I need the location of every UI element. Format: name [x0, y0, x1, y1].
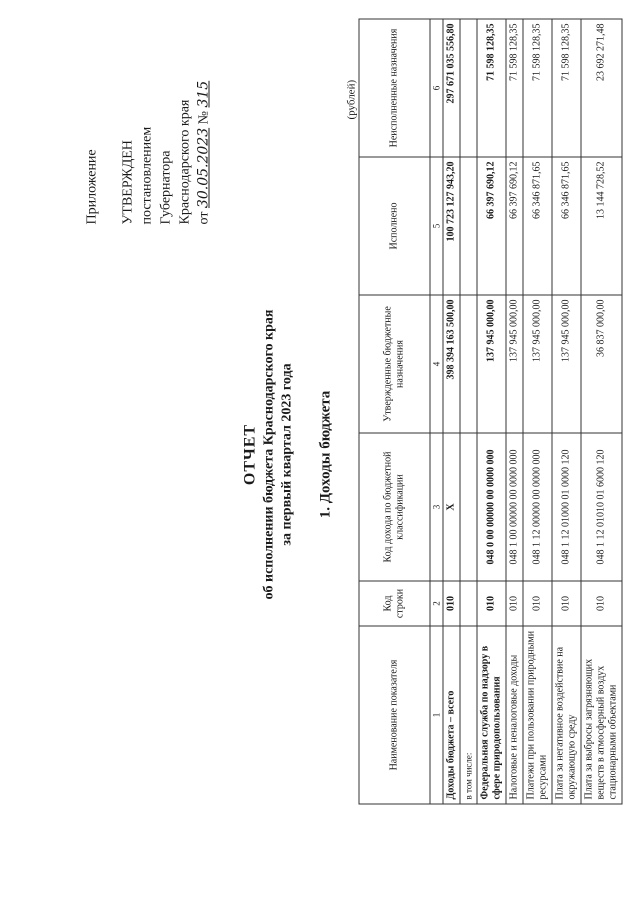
table-row: [552, 19, 581, 804]
resolution-date-line: [195, 81, 214, 225]
row-executed: 13 144 728,52: [581, 157, 622, 295]
appendix-label: Приложение: [84, 149, 100, 225]
header-line-code: Код строки: [359, 581, 430, 626]
header-classification-code: Код дохода по бюджетной классификации: [359, 433, 430, 581]
row-unexecuted: [460, 19, 477, 157]
report-title: ОТЧЕТ: [241, 423, 259, 486]
header-indicator-name: Наименование показателя: [359, 626, 430, 804]
column-number: 4: [430, 295, 443, 433]
approval-block: [83, 81, 214, 225]
row-executed: 100 723 127 943,20: [443, 157, 460, 295]
table-row: [523, 19, 552, 804]
row-line-code: 010: [552, 581, 581, 626]
column-number: 1: [430, 626, 443, 804]
table-row: [477, 19, 506, 804]
row-approved: 398 394 163 500,00: [443, 295, 460, 433]
header-approved: Утвержденные бюджетные назначения: [359, 295, 430, 433]
row-unexecuted: 71 598 128,35: [523, 19, 552, 157]
row-unexecuted: 297 671 035 556,80: [443, 19, 460, 157]
row-classification-code: 048 1 00 00000 00 0000 000: [506, 433, 523, 581]
governor-label: Губернатора: [158, 150, 174, 225]
column-numbers-row: [430, 19, 443, 804]
row-name: Платежи при пользовании природными ресурсами: [523, 626, 552, 804]
section-title: 1. Доходы бюджета: [317, 390, 334, 519]
report-title-block: [241, 205, 297, 705]
resolution-number: 315: [195, 80, 212, 108]
column-number: 3: [430, 433, 443, 581]
row-executed: [460, 157, 477, 295]
row-approved: 137 945 000,00: [552, 295, 581, 433]
revenue-table: [359, 19, 623, 805]
row-unexecuted: 71 598 128,35: [552, 19, 581, 157]
header-unexecuted: Неисполненные назначения: [359, 19, 430, 157]
row-classification-code: 048 1 12 01000 01 0000 120: [552, 433, 581, 581]
row-line-code: 010: [477, 581, 506, 626]
row-executed: 66 397 690,12: [506, 157, 523, 295]
row-line-code: [460, 581, 477, 626]
row-executed: 66 346 871,65: [552, 157, 581, 295]
row-classification-code: 048 1 12 01010 01 6000 120: [581, 433, 622, 581]
row-classification-code: 048 0 00 00000 00 0000 000: [477, 433, 506, 581]
table-row: [506, 19, 523, 804]
table-header-row: [359, 19, 430, 804]
number-sign: №: [196, 111, 212, 125]
resolution-date: 30.05.2023: [195, 127, 212, 209]
row-approved: 137 945 000,00: [523, 295, 552, 433]
row-classification-code: [460, 433, 477, 581]
row-name: Налоговые и неналоговые доходы: [506, 626, 523, 804]
row-classification-code: 048 1 12 00000 00 0000 000: [523, 433, 552, 581]
units-label: (рублей): [345, 79, 358, 120]
report-subtitle: об исполнении бюджета Краснодарского края: [261, 309, 277, 600]
row-name: Доходы бюджета – всего: [443, 626, 460, 804]
rotated-sheet: [1, 0, 640, 905]
region-label: Краснодарского края: [177, 99, 193, 225]
table-row: [443, 19, 460, 804]
row-name: Плата за выбросы загрязняющих веществ в атмосферный воздух стационарными объектами: [581, 626, 622, 804]
row-unexecuted: 71 598 128,35: [506, 19, 523, 157]
row-line-code: 010: [506, 581, 523, 626]
header-executed: Исполнено: [359, 157, 430, 295]
column-number: 2: [430, 581, 443, 626]
row-approved: 36 837 000,00: [581, 295, 622, 433]
row-line-code: 010: [581, 581, 622, 626]
column-number: 5: [430, 157, 443, 295]
row-approved: 137 945 000,00: [477, 295, 506, 433]
date-prefix: от: [196, 211, 212, 225]
row-executed: 66 397 690,12: [477, 157, 506, 295]
row-name: Федеральная служба по надзору в сфере природопользования: [477, 626, 506, 804]
row-unexecuted: 23 692 271,48: [581, 19, 622, 157]
table-row: [581, 19, 622, 804]
row-line-code: 010: [523, 581, 552, 626]
report-period: за первый квартал 2023 года: [279, 363, 295, 546]
row-approved: [460, 295, 477, 433]
row-executed: 66 346 871,65: [523, 157, 552, 295]
row-name: в том числе:: [460, 626, 477, 804]
row-classification-code: X: [443, 433, 460, 581]
row-unexecuted: 71 598 128,35: [477, 19, 506, 157]
table-row: [460, 19, 477, 804]
row-line-code: 010: [443, 581, 460, 626]
row-name: Плата за негативное воздействие на окружающую среду: [552, 626, 581, 804]
column-number: 6: [430, 19, 443, 157]
approved-label: УТВЕРЖДЕН: [120, 140, 136, 225]
resolution-label: постановлением: [139, 126, 155, 225]
row-approved: 137 945 000,00: [506, 295, 523, 433]
